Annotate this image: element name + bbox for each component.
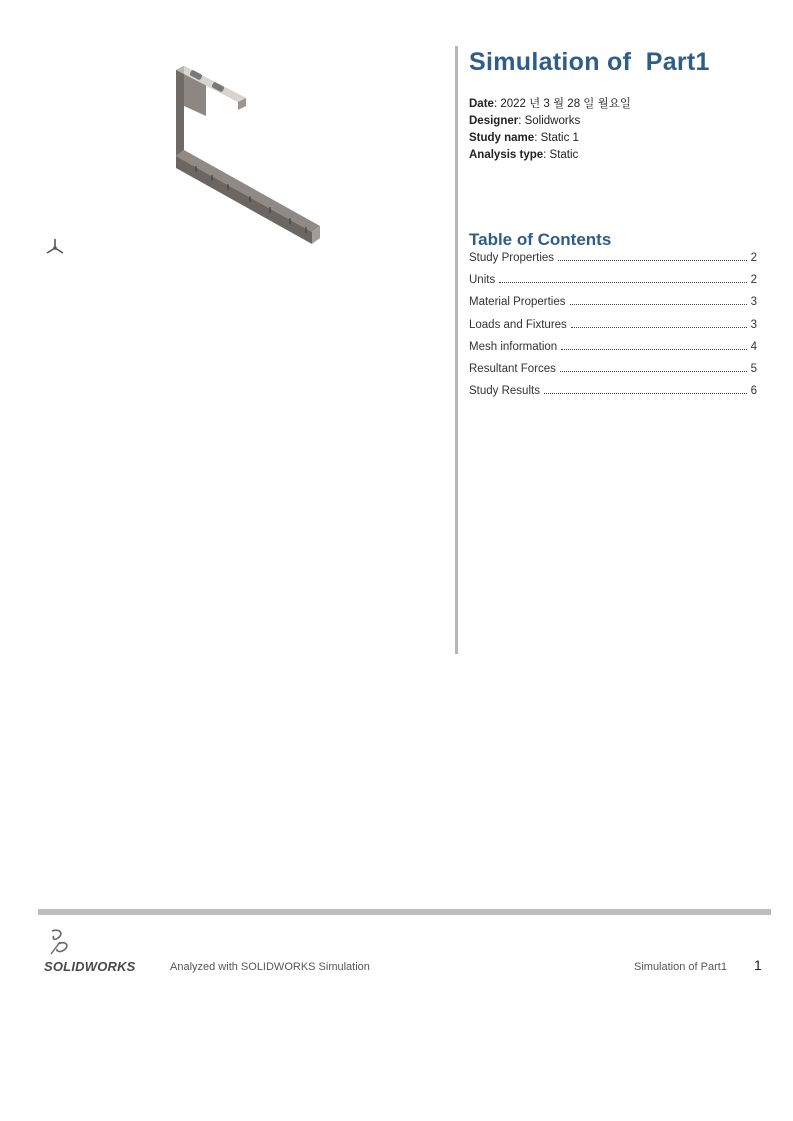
ds-logo-icon bbox=[48, 928, 74, 956]
toc-item-mesh-information[interactable]: Mesh information 4 bbox=[469, 340, 757, 353]
toc-item-resultant-forces[interactable]: Resultant Forces 5 bbox=[469, 362, 757, 375]
report-meta bbox=[469, 96, 631, 164]
table-of-contents bbox=[469, 252, 757, 407]
report-title: Simulation of Part1 bbox=[469, 48, 710, 76]
meta-designer: Designer: Solidworks bbox=[469, 115, 581, 127]
analyzed-with-text: Analyzed with SOLIDWORKS Simulation bbox=[170, 961, 370, 973]
toc-item-study-properties[interactable]: Study Properties 2 bbox=[469, 252, 757, 264]
coordinate-triad-icon bbox=[44, 236, 66, 258]
toc-item-study-results[interactable]: Study Results 6 bbox=[469, 385, 757, 398]
toc-item-material-properties[interactable]: Material Properties 3 bbox=[469, 296, 757, 309]
solidworks-logo bbox=[44, 928, 154, 978]
toc-item-units[interactable]: Units 2 bbox=[469, 274, 757, 287]
footer-rule bbox=[38, 909, 771, 915]
toc-item-loads-and-fixtures[interactable]: Loads and Fixtures 3 bbox=[469, 318, 757, 331]
meta-date: Date: 2022 년 3 월 28 일 월요일 bbox=[469, 98, 631, 110]
meta-study-name: Study name: Static 1 bbox=[469, 132, 579, 144]
part-model-image bbox=[150, 58, 330, 253]
footer-doc-title: Simulation of Part1 bbox=[634, 961, 727, 973]
meta-analysis-type: Analysis type: Static bbox=[469, 149, 579, 161]
toc-title: Table of Contents bbox=[469, 230, 612, 249]
logo-text: SOLIDWORKS bbox=[44, 959, 136, 974]
vertical-divider bbox=[455, 46, 458, 654]
page-number: 1 bbox=[754, 957, 762, 973]
